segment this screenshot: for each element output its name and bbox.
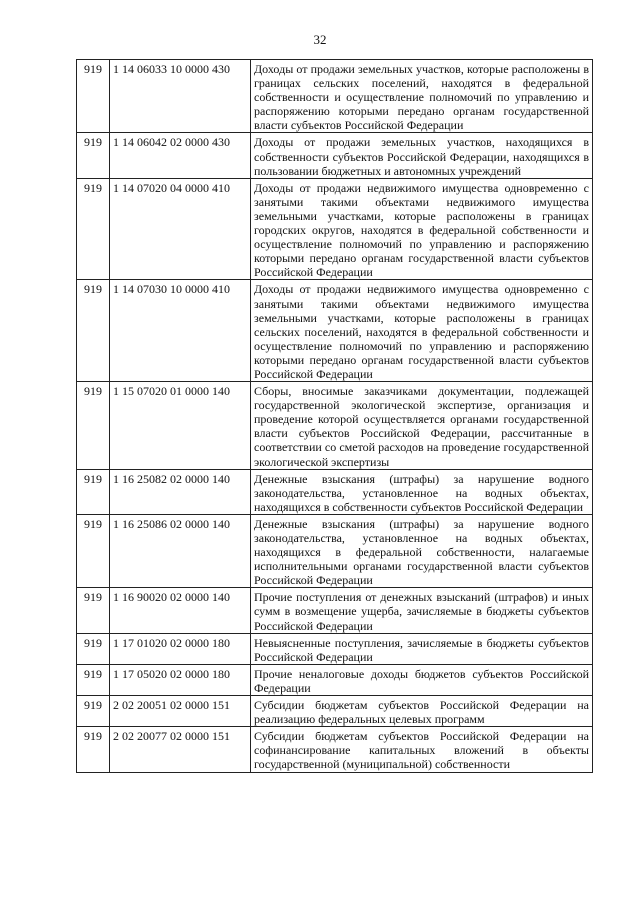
table-row <box>77 727 593 772</box>
table-row <box>77 133 593 178</box>
admin-code-cell: 919 <box>77 133 110 178</box>
table-row <box>77 696 593 727</box>
admin-code-cell: 919 <box>77 664 110 695</box>
budget-classification-code-cell: 1 17 05020 02 0000 180 <box>110 664 251 695</box>
budget-classification-code-cell: 1 14 07030 10 0000 410 <box>110 280 251 382</box>
table-row <box>77 280 593 382</box>
budget-classification-code-cell: 1 14 06033 10 0000 430 <box>110 60 251 133</box>
revenue-description-cell: Невыясненные поступления, зачисляемые в бюджеты субъектов Российской Федерации <box>251 633 593 664</box>
budget-classification-code-cell: 1 14 06042 02 0000 430 <box>110 133 251 178</box>
table-row <box>77 60 593 133</box>
admin-code-cell: 919 <box>77 280 110 382</box>
admin-code-cell: 919 <box>77 696 110 727</box>
revenue-description-cell: Субсидии бюджетам субъектов Российской Федерации на реализацию федеральных целевых программ <box>251 696 593 727</box>
admin-code-cell: 919 <box>77 588 110 633</box>
table-row <box>77 469 593 514</box>
revenue-description-cell: Прочие поступления от денежных взысканий (штрафов) и иных сумм в возмещение ущерба, зачисляемые в бюджеты субъектов Российской Федерации <box>251 588 593 633</box>
budget-classification-code-cell: 2 02 20077 02 0000 151 <box>110 727 251 772</box>
table-row <box>77 514 593 587</box>
revenue-description-cell: Прочие неналоговые доходы бюджетов субъектов Российской Федерации <box>251 664 593 695</box>
revenue-description-cell: Субсидии бюджетам субъектов Российской Федерации на софинансирование капитальных вложений в объекты государственной (муниципальной) собственности <box>251 727 593 772</box>
revenue-description-cell: Денежные взыскания (штрафы) за нарушение водного законодательства, установленное на водных объектах, находящихся в федеральной собственности, налагаемые исполнительными органами государственной власти субъектов Российской Федерации <box>251 514 593 587</box>
admin-code-cell: 919 <box>77 514 110 587</box>
table-row <box>77 633 593 664</box>
budget-classification-code-cell: 1 16 25082 02 0000 140 <box>110 469 251 514</box>
revenue-description-cell: Денежные взыскания (штрафы) за нарушение водного законодательства, установленное на водных объектах, находящихся в собственности субъектов Российской Федерации <box>251 469 593 514</box>
revenue-description-cell: Доходы от продажи недвижимого имущества одновременно с занятыми такими объектами недвижимого имущества земельными участками, которые расположены в границах городских округов, находятся в федеральной собственности и осуществление полномочий по управлению и распоряжению которыми передано органам государственной власти субъектов Российской Федерации <box>251 178 593 280</box>
budget-classification-code-cell: 1 15 07020 01 0000 140 <box>110 382 251 470</box>
budget-classification-code-cell: 2 02 20051 02 0000 151 <box>110 696 251 727</box>
table-row <box>77 664 593 695</box>
admin-code-cell: 919 <box>77 469 110 514</box>
revenue-description-cell: Сборы, вносимые заказчиками документации, подлежащей государственной экологической экспертизе, организация и проведение которой осуществляется органами государственной власти субъектов Российской Федерации, рассчитанные в соответствии со сметой расходов на проведение государственной экологической экспертизы <box>251 382 593 470</box>
revenue-description-cell: Доходы от продажи недвижимого имущества одновременно с занятыми такими объектами недвижимого имущества земельными участками, которые расположены в границах сельских поселений, находятся в федеральной собственности и осуществление полномочий по управлению и распоряжению которыми передано органам государственной власти субъектов Российской Федерации <box>251 280 593 382</box>
budget-classification-code-cell: 1 14 07020 04 0000 410 <box>110 178 251 280</box>
budget-classification-code-cell: 1 16 25086 02 0000 140 <box>110 514 251 587</box>
revenue-description-cell: Доходы от продажи земельных участков, которые расположены в границах сельских поселений, находятся в федеральной собственности и осуществление полномочий по управлению и распоряжению которыми передано органам государственной власти субъектов Российской Федерации <box>251 60 593 133</box>
page-number: 32 <box>313 32 327 47</box>
table-row <box>77 382 593 470</box>
table-row <box>77 588 593 633</box>
budget-classification-code-cell: 1 17 01020 02 0000 180 <box>110 633 251 664</box>
revenue-codes-table <box>76 59 593 773</box>
admin-code-cell: 919 <box>77 178 110 280</box>
budget-classification-code-cell: 1 16 90020 02 0000 140 <box>110 588 251 633</box>
table-row <box>77 178 593 280</box>
admin-code-cell: 919 <box>77 633 110 664</box>
admin-code-cell: 919 <box>77 727 110 772</box>
admin-code-cell: 919 <box>77 60 110 133</box>
table-body <box>77 60 593 773</box>
revenue-description-cell: Доходы от продажи земельных участков, находящихся в собственности субъектов Российской Федерации, находящихся в пользовании бюджетных и автономных учреждений <box>251 133 593 178</box>
admin-code-cell: 919 <box>77 382 110 470</box>
